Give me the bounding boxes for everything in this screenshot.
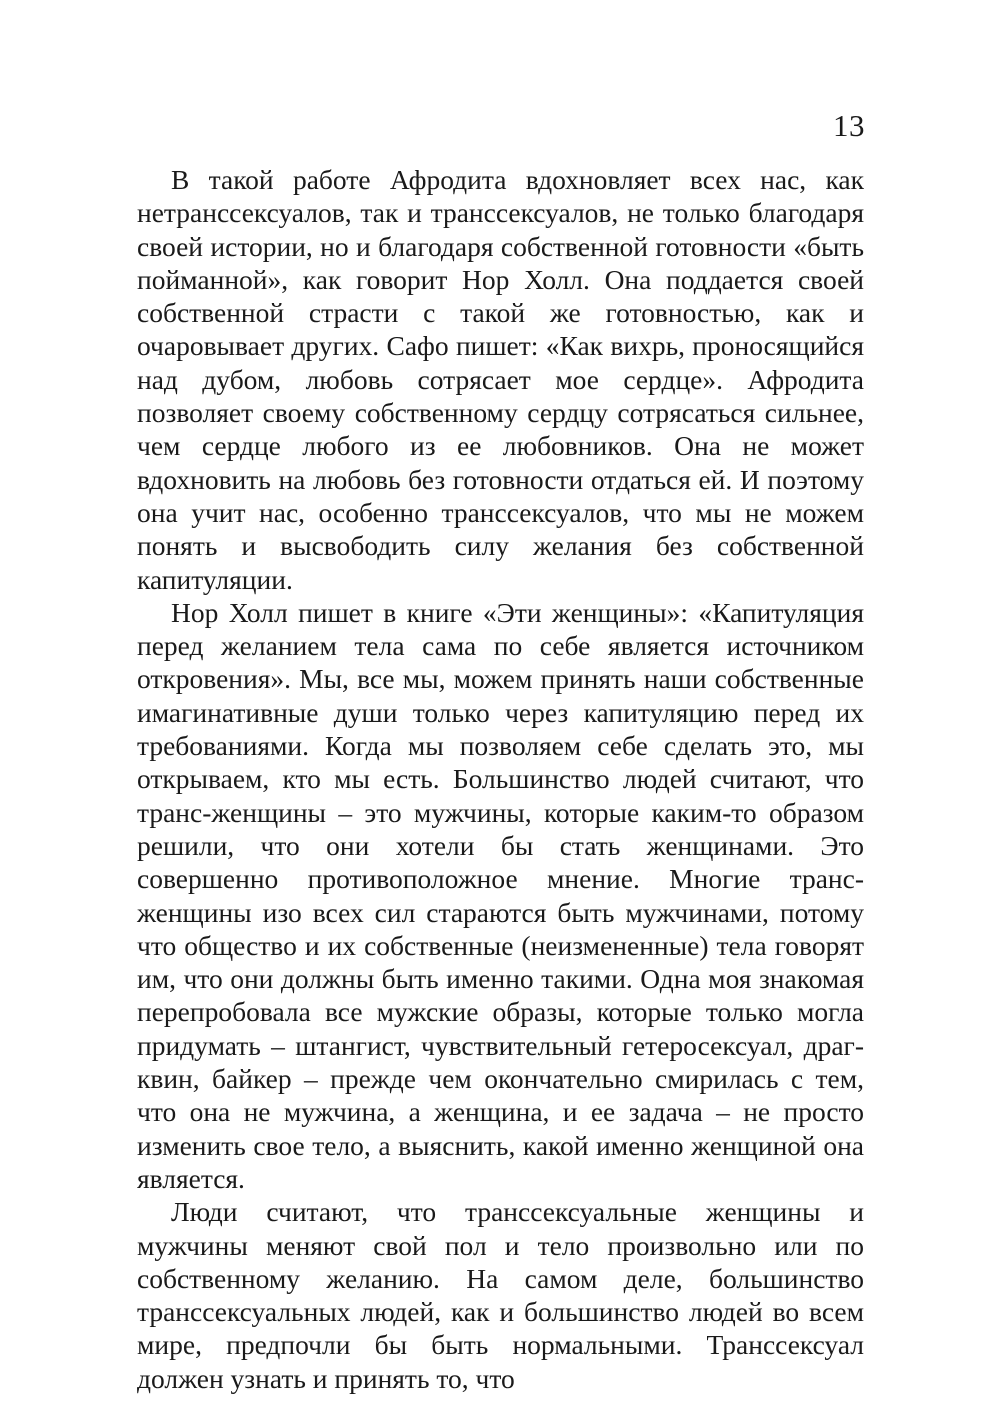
paragraph-3: Люди считают, что транссексуальные женщины и мужчины меняют свой пол и тело произвольно или по собственному желанию. На самом деле, большинство транссексуальных людей, как и большинство людей во всем мире, предпочли бы быть нормальными. Транссексуал должен узнать и принять то, что xyxy=(137,1196,864,1394)
body-text xyxy=(137,163,864,1395)
page-number: 13 xyxy=(833,108,865,143)
paragraph-2: Нор Холл пишет в книге «Эти женщины»: «Капитуляция перед желанием тела сама по себе является источником откровения». Мы, все мы, можем принять наши собственные имагинативные души только через капитуляцию перед их требованиями. Когда мы позволяем себе сделать это, мы открываем, кто мы есть. Большинство людей считают, что транс-женщины – это мужчины, которые каким-то образом решили, что они хотели бы стать женщинами. Это совершенно противоположное мнение. Многие транс-женщины изо всех сил стараются быть мужчинами, потому что общество и их собственные (неизмененные) тела говорят им, что они должны быть именно такими. Одна моя знакомая перепробовала все мужские образы, которые только могла придумать – штангист, чувствительный гетеросексуал, драг-квин, байкер – прежде чем окончательно смирилась с тем, что она не мужчина, а женщина, и ее задача – не просто изменить свое тело, а выяснить, какой именно женщиной она является. xyxy=(137,596,864,1194)
paragraph-1: В такой работе Афродита вдохновляет всех нас, как нетранссексуалов, так и транссексуалов, не только благодаря своей истории, но и благодаря собственной готовности «быть пойманной», как говорит Нор Холл. Она поддается своей собственной страсти с такой же готовностью, как и очаровывает других. Сафо пишет: «Как вихрь, проносящийся над дубом, любовь сотрясает мое сердце». Афродита позволяет своему собственному сердцу сотрясаться сильнее, чем сердце любого из ее любовников. Она не может вдохновить на любовь без готовности отдаться ей. И поэтому она учит нас, особенно транссексуалов, что мы не можем понять и высвободить силу желания без собственной капитуляции. xyxy=(137,164,864,595)
